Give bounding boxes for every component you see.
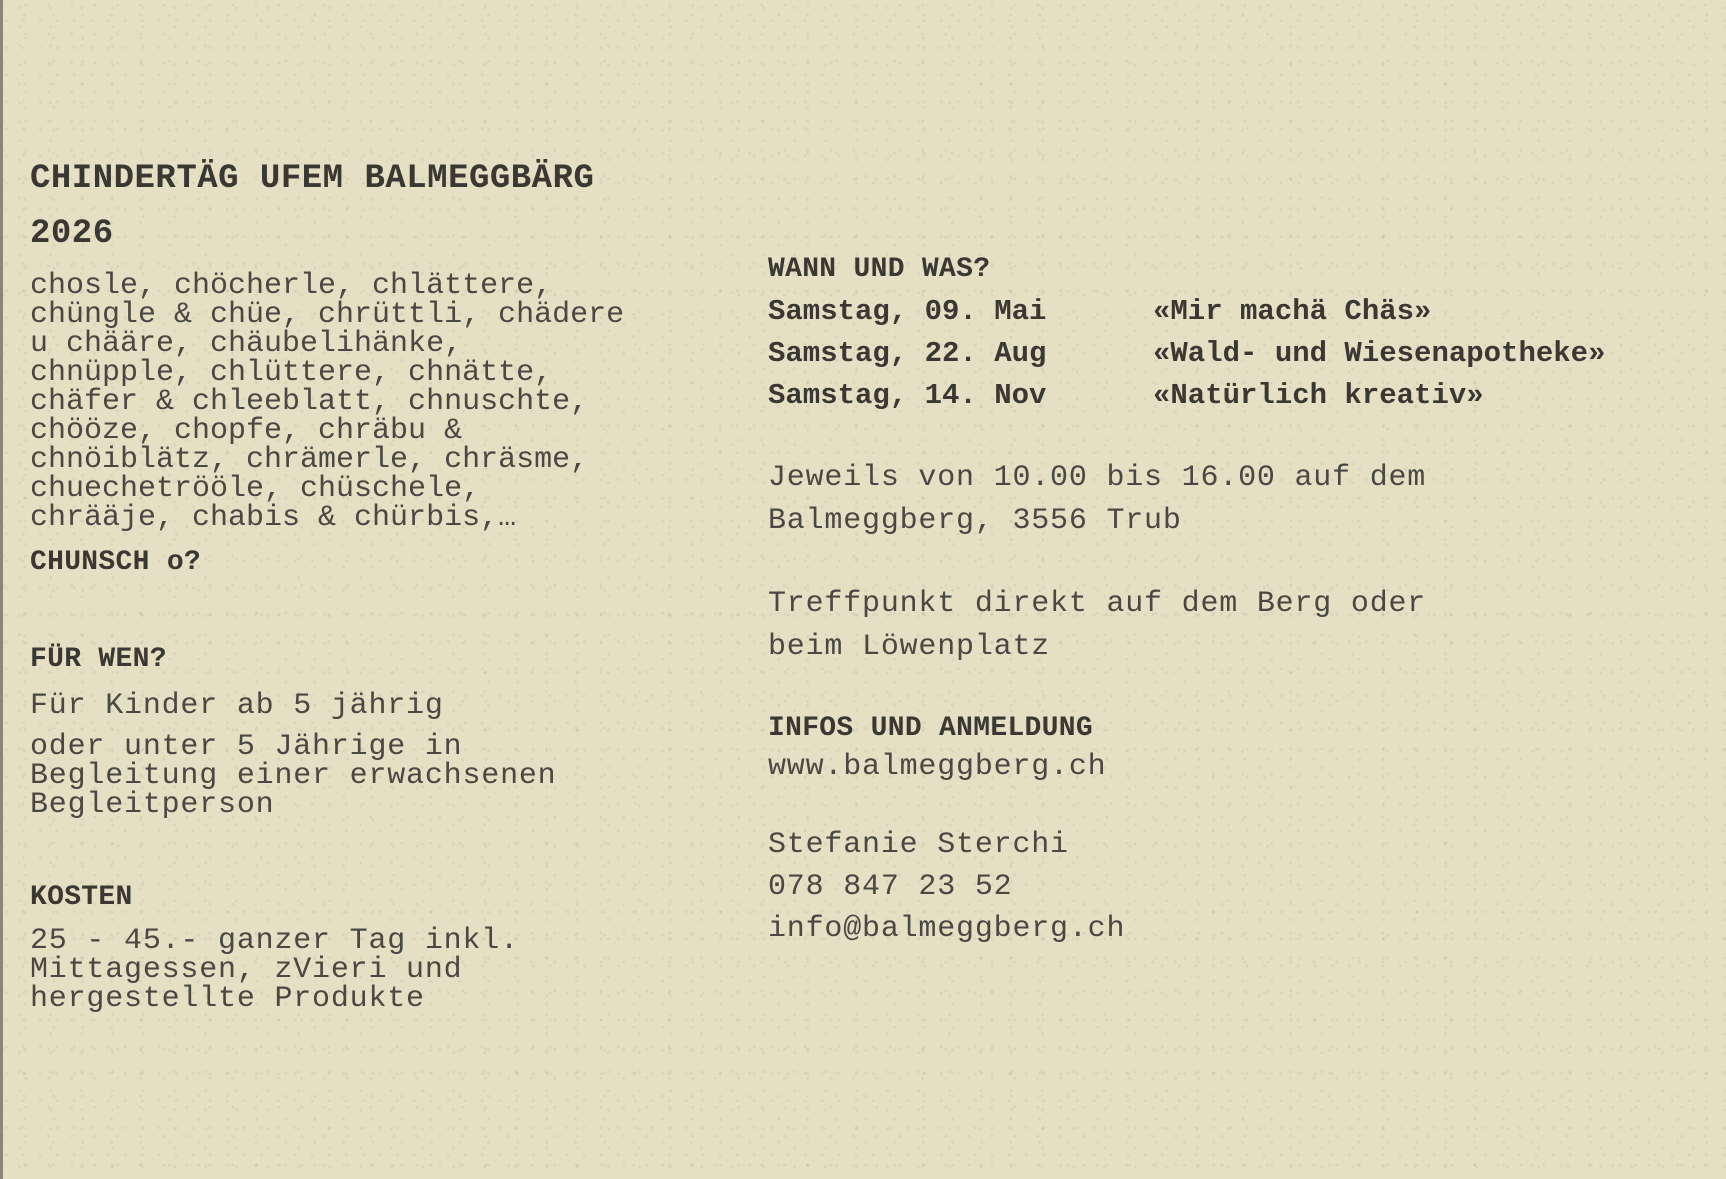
- fuer-wen-line: Für Kinder ab 5 jährig: [30, 689, 444, 723]
- activity-line: chnöiblätz, chrämerle, chräsme,: [30, 443, 589, 477]
- infos-heading: INFOS UND ANMELDUNG: [768, 713, 1093, 744]
- kosten-details: [30, 924, 730, 1016]
- meeting-point: [768, 583, 1708, 669]
- schedule-event: «Mir machä Chäs»: [1153, 295, 1432, 328]
- time-place: [768, 457, 1708, 543]
- schedule-event: «Natürlich kreativ»: [1153, 379, 1484, 412]
- fuer-wen-details: [30, 730, 730, 822]
- activity-line: chäfer & chleeblatt, chnuschte,: [30, 385, 589, 419]
- flyer-title: [30, 152, 730, 262]
- contact-phone[interactable]: 078 847 23 52: [768, 870, 1013, 904]
- activity-line: chuechetrööle, chüschele,: [30, 472, 481, 506]
- schedule-row: [768, 333, 1708, 375]
- schedule-row: [768, 291, 1708, 333]
- kosten-line: 25 - 45.- ganzer Tag inkl.: [30, 924, 519, 958]
- kosten-heading: KOSTEN: [30, 882, 133, 913]
- activity-line: chosle, chöcherle, chlättere,: [30, 269, 553, 303]
- activity-line: chnüpple, chlüttere, chnätte,: [30, 356, 553, 390]
- schedule-row: [768, 375, 1708, 417]
- schedule-list: [768, 291, 1708, 417]
- activity-line: chrääje, chabis & chürbis,…: [30, 501, 517, 535]
- activity-line: chööze, chopfe, chräbu &: [30, 414, 463, 448]
- time-place-line: Balmeggberg, 3556 Trub: [768, 504, 1182, 538]
- fuer-wen-heading: FÜR WEN?: [30, 644, 167, 675]
- meeting-line: beim Löwenplatz: [768, 630, 1051, 664]
- right-column: [768, 254, 1708, 950]
- contact-name: Stefanie Sterchi: [768, 828, 1069, 862]
- title-line-2: 2026: [30, 215, 114, 253]
- wann-heading: WANN UND WAS?: [768, 254, 991, 285]
- fuer-wen-detail-line: Begleitperson: [30, 788, 275, 822]
- fuer-wen-detail-line: oder unter 5 Jährige in: [30, 730, 463, 764]
- schedule-date: Samstag, 09. Mai: [768, 295, 1047, 328]
- meeting-line: Treffpunkt direkt auf dem Berg oder: [768, 587, 1427, 621]
- website-link[interactable]: www.balmeggberg.ch: [768, 750, 1107, 784]
- kosten-line: hergestellte Produkte: [30, 982, 425, 1016]
- title-line-1: CHINDERTÄG UFEM BALMEGGBÄRG: [30, 160, 595, 198]
- activity-line: u chääre, chäubelihänke,: [30, 327, 463, 361]
- chunsch-heading: CHUNSCH o?: [30, 547, 202, 578]
- time-place-line: Jeweils von 10.00 bis 16.00 auf dem: [768, 461, 1427, 495]
- fuer-wen-detail-line: Begleitung einer erwachsenen: [30, 759, 557, 793]
- activity-line: chüngle & chüe, chrüttli, chädere: [30, 298, 625, 332]
- schedule-event: «Wald- und Wiesenapotheke»: [1153, 337, 1606, 370]
- schedule-date: Samstag, 14. Nov: [768, 379, 1047, 412]
- left-column: [30, 152, 730, 1014]
- activities-list: [30, 269, 730, 535]
- kosten-line: Mittagessen, zVieri und: [30, 953, 463, 987]
- contact-block: [768, 824, 1708, 950]
- schedule-date: Samstag, 22. Aug: [768, 337, 1047, 370]
- paper-edge: [0, 0, 3, 1179]
- contact-email[interactable]: info@balmeggberg.ch: [768, 912, 1126, 946]
